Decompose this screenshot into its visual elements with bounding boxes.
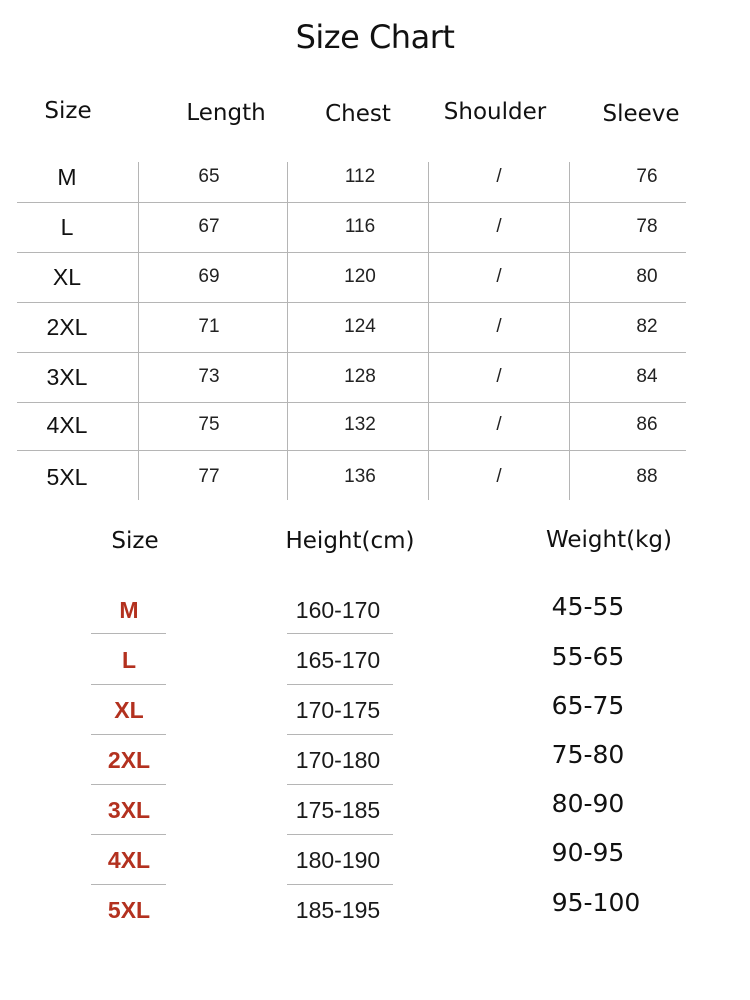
grid-line — [91, 734, 166, 735]
size-cell: 4XL — [46, 412, 88, 438]
height-cell: 160-170 — [295, 597, 381, 623]
page-title: Size Chart — [295, 18, 455, 56]
chest-cell: 132 — [344, 414, 376, 435]
grid-line — [287, 633, 393, 634]
size-cell: 2XL — [107, 747, 151, 773]
chest-cell: 120 — [344, 266, 376, 287]
chest-cell: 128 — [344, 366, 376, 387]
height-cell: 185-195 — [295, 897, 381, 923]
weight-cell: 95-100 — [551, 888, 641, 917]
grid-line — [91, 784, 166, 785]
size-cell: 3XL — [46, 364, 88, 390]
chest-cell: 136 — [344, 466, 376, 487]
size-cell: 5XL — [46, 464, 88, 490]
length-cell: 69 — [198, 266, 220, 287]
height-cell: 170-175 — [295, 697, 381, 723]
sleeve-cell: 86 — [636, 414, 658, 435]
size-cell: XL — [52, 264, 82, 290]
weight-cell: 90-95 — [551, 838, 625, 867]
header-height: Height(cm) — [285, 528, 415, 554]
weight-cell: 80-90 — [551, 789, 625, 818]
header-length: Length — [186, 100, 266, 126]
table-row — [17, 452, 686, 502]
height-cell: 175-185 — [295, 797, 381, 823]
shoulder-cell: / — [496, 266, 502, 287]
height-cell: 170-180 — [295, 747, 381, 773]
size-cell: 3XL — [107, 797, 151, 823]
size-cell: M — [57, 164, 77, 190]
table-row — [17, 302, 686, 353]
weight-cell: 45-55 — [551, 592, 625, 621]
chest-cell: 112 — [344, 166, 376, 187]
grid-line — [287, 784, 393, 785]
grid-line — [91, 884, 166, 885]
shoulder-cell: / — [496, 466, 502, 487]
grid-line — [91, 684, 166, 685]
length-cell: 77 — [198, 466, 220, 487]
header-size: Size — [44, 98, 92, 124]
sleeve-cell: 78 — [636, 216, 658, 237]
weight-cell: 55-65 — [551, 642, 625, 671]
grid-line — [287, 684, 393, 685]
shoulder-cell: / — [496, 316, 502, 337]
grid-line — [91, 834, 166, 835]
size-cell: 2XL — [46, 314, 88, 340]
sleeve-cell: 84 — [636, 366, 658, 387]
size-cell: 5XL — [107, 897, 151, 923]
sleeve-cell: 82 — [636, 316, 658, 337]
height-cell: 180-190 — [295, 847, 381, 873]
chest-cell: 124 — [344, 316, 376, 337]
size-cell: L — [121, 647, 137, 673]
table-row — [17, 352, 686, 403]
weight-cell: 65-75 — [551, 691, 625, 720]
header-size: Size — [111, 528, 159, 554]
length-cell: 71 — [198, 316, 220, 337]
sleeve-cell: 80 — [636, 266, 658, 287]
header-chest: Chest — [325, 101, 391, 127]
grid-line — [91, 633, 166, 634]
length-cell: 73 — [198, 366, 220, 387]
grid-line — [287, 734, 393, 735]
shoulder-cell: / — [496, 414, 502, 435]
length-cell: 67 — [198, 216, 220, 237]
grid-line — [287, 884, 393, 885]
table-row — [17, 202, 686, 253]
sleeve-cell: 88 — [636, 466, 658, 487]
table-row — [17, 400, 686, 451]
header-sleeve: Sleeve — [602, 101, 680, 127]
length-cell: 75 — [198, 414, 220, 435]
sleeve-cell: 76 — [636, 166, 658, 187]
size-cell: M — [119, 597, 139, 623]
size-cell: XL — [114, 697, 144, 723]
shoulder-cell: / — [496, 366, 502, 387]
header-weight: Weight(kg) — [546, 527, 672, 553]
length-cell: 65 — [198, 166, 220, 187]
table-row — [17, 252, 686, 303]
shoulder-cell: / — [496, 166, 502, 187]
shoulder-cell: / — [496, 216, 502, 237]
height-cell: 165-170 — [295, 647, 381, 673]
chest-cell: 116 — [344, 216, 376, 237]
table-row — [17, 152, 686, 203]
header-shoulder: Shoulder — [443, 99, 547, 125]
size-cell: 4XL — [107, 847, 151, 873]
weight-cell: 75-80 — [551, 740, 625, 769]
size-cell: L — [60, 214, 74, 240]
grid-line — [287, 834, 393, 835]
